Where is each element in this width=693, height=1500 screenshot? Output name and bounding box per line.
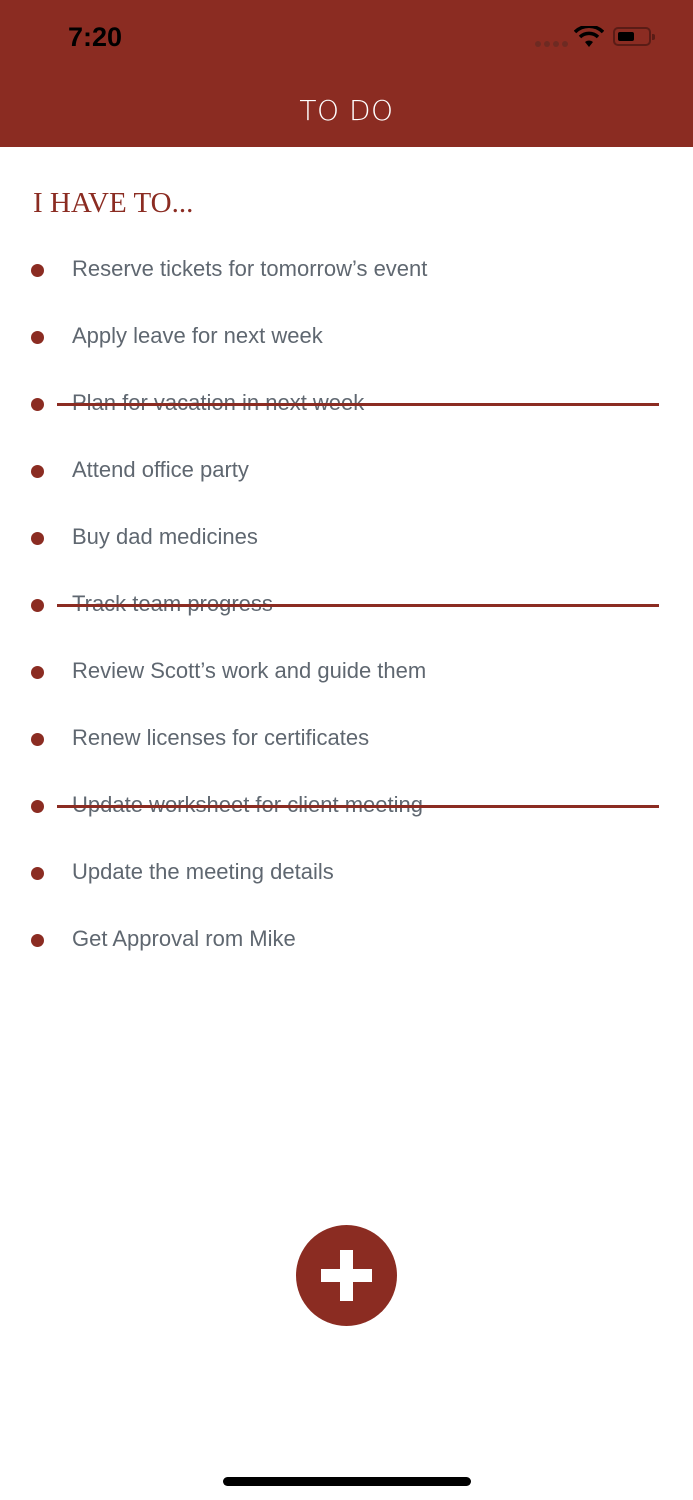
section-heading: I HAVE TO...	[33, 187, 194, 219]
strikethrough-line	[57, 403, 659, 406]
todo-list	[0, 236, 693, 973]
bullet-icon	[31, 331, 44, 344]
todo-label: Get Approval rom Mike	[72, 926, 296, 951]
plus-icon-vertical	[340, 1250, 353, 1301]
home-indicator[interactable]	[223, 1477, 471, 1486]
strikethrough-line	[57, 604, 659, 607]
bullet-icon	[31, 867, 44, 880]
bullet-icon	[31, 465, 44, 478]
todo-item-done[interactable]	[0, 772, 693, 839]
strikethrough-line	[57, 805, 659, 808]
bullet-icon	[31, 398, 44, 411]
page-title: TO DO	[299, 94, 394, 127]
todo-label: Apply leave for next week	[72, 323, 323, 348]
todo-item[interactable]	[0, 839, 693, 906]
todo-item[interactable]	[0, 504, 693, 571]
status-time: 7:20	[68, 22, 123, 52]
battery-icon	[613, 27, 651, 46]
add-todo-button[interactable]	[296, 1225, 397, 1326]
cellular-signal-icon	[535, 41, 568, 47]
todo-item[interactable]	[0, 638, 693, 705]
bullet-icon	[31, 264, 44, 277]
todo-item[interactable]	[0, 906, 693, 973]
bullet-icon	[31, 733, 44, 746]
todo-item-done[interactable]	[0, 370, 693, 437]
bullet-icon	[31, 532, 44, 545]
todo-label: Attend office party	[72, 457, 249, 482]
bullet-icon	[31, 934, 44, 947]
todo-label: Reserve tickets for tomorrow’s event	[72, 256, 428, 281]
bullet-icon	[31, 599, 44, 612]
todo-label: Buy dad medicines	[72, 524, 258, 549]
todo-label: Update the meeting details	[72, 859, 334, 884]
todo-item[interactable]	[0, 303, 693, 370]
bullet-icon	[31, 666, 44, 679]
wifi-icon	[574, 26, 604, 53]
todo-item[interactable]	[0, 236, 693, 303]
bullet-icon	[31, 800, 44, 813]
todo-item[interactable]	[0, 437, 693, 504]
todo-label: Renew licenses for certificates	[72, 725, 370, 750]
nav-header	[0, 0, 693, 147]
todo-item[interactable]	[0, 705, 693, 772]
todo-label: Review Scott’s work and guide them	[72, 658, 427, 683]
todo-item-done[interactable]	[0, 571, 693, 638]
